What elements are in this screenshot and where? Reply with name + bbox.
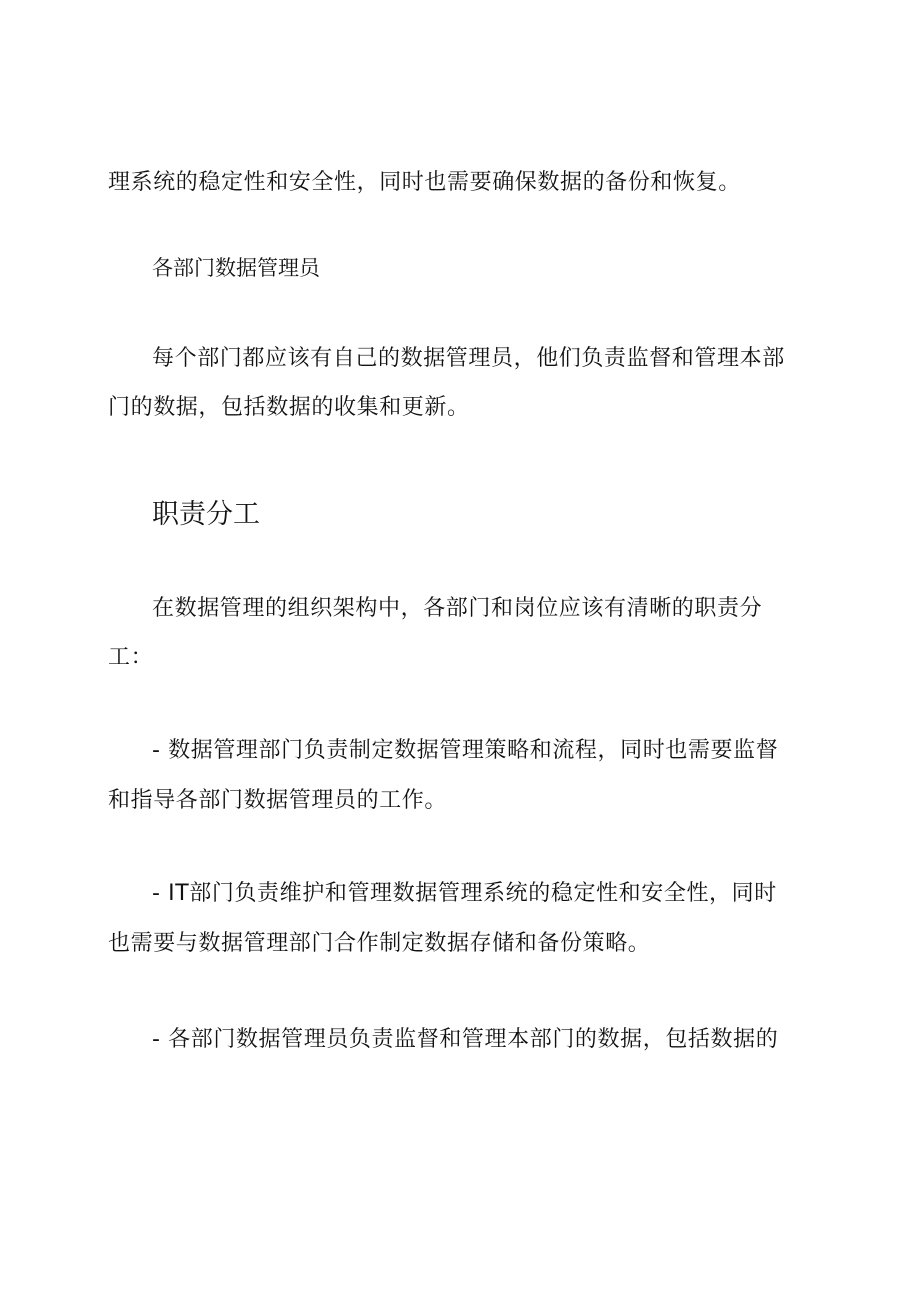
continuation-line: 理系统的稳定性和安全性，同时也需要确保数据的备份和恢复。 [108,170,741,195]
duty-item-1-line-1: - 数据管理部门负责制定数据管理策略和流程，同时也需要监督 [152,738,779,763]
duties-intro-line-1: 在数据管理的组织架构中，各部门和岗位应该有清晰的职责分 [152,596,763,621]
duties-intro-line-2: 工： [108,645,154,670]
duty-item-2-line-1: - IT部门负责维护和管理数据管理系统的稳定性和安全性，同时 [152,881,777,906]
duty-item-2-line-2: 也需要与数据管理部门合作制定数据存储和备份策略。 [108,931,651,956]
dept-admin-paragraph-line-1: 每个部门都应该有自己的数据管理员，他们负责监督和管理本部 [152,346,785,371]
duty-item-3-line-1: - 各部门数据管理员负责监督和管理本部门的数据，包括数据的 [152,1027,779,1052]
heading-duties: 职责分工 [152,499,260,530]
dept-admin-paragraph-line-2: 门的数据，包括数据的收集和更新。 [108,395,470,420]
duty-item-1-line-2: 和指导各部门数据管理员的工作。 [108,788,448,813]
heading-dept-data-admin: 各部门数据管理员 [152,256,320,280]
